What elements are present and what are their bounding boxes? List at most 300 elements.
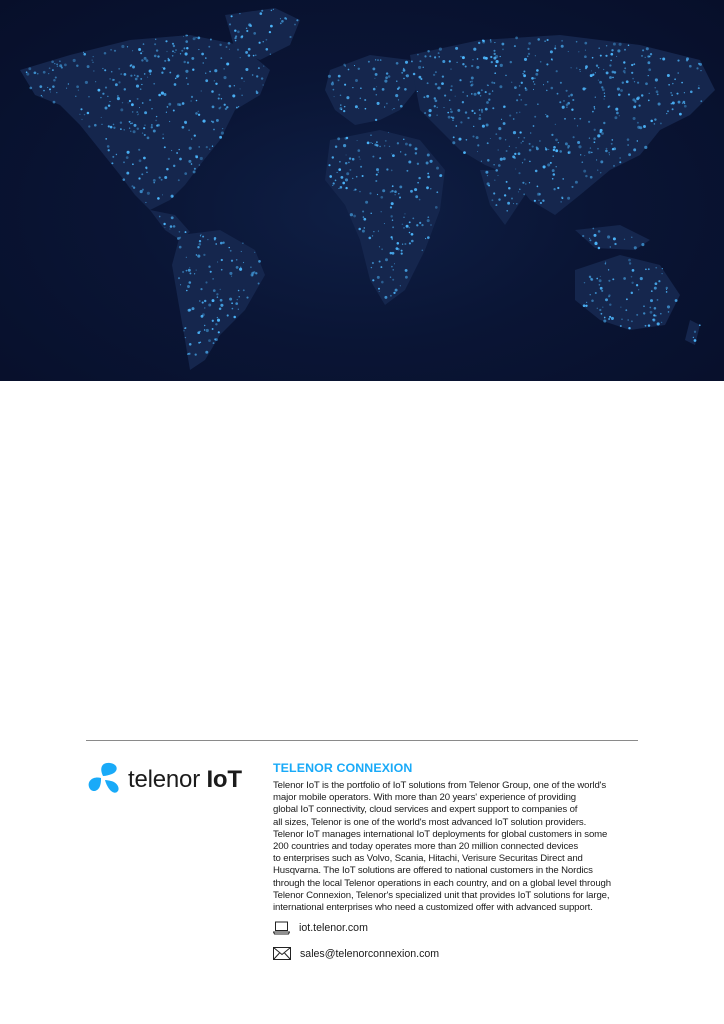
city-light [372,143,373,144]
city-light [192,69,194,71]
city-light [585,65,588,68]
description-body [273,780,643,914]
city-light [337,137,340,140]
city-light [162,137,164,139]
city-light [402,244,403,245]
city-light [578,51,579,52]
city-light [481,109,483,111]
city-light [223,76,226,79]
city-light [360,98,362,100]
city-light [133,187,135,189]
city-light [516,112,518,114]
city-light [172,50,174,52]
city-light [637,140,638,141]
city-light [591,152,593,154]
city-light [628,259,631,262]
city-light [142,102,144,104]
city-light [75,96,76,97]
city-light [138,149,140,151]
city-light [592,228,594,230]
city-light [335,180,337,182]
city-light [519,188,521,190]
city-light [369,192,371,194]
city-light [600,55,602,57]
city-light [114,50,116,52]
city-light [576,41,578,43]
city-light [354,188,356,190]
city-light [515,147,516,148]
city-light [648,268,650,270]
city-light [605,150,608,153]
city-light [108,125,110,127]
city-light [143,127,145,129]
city-light [200,288,202,290]
city-light [597,169,598,170]
city-light [662,58,665,61]
city-light [501,119,502,120]
city-light [64,64,67,67]
city-light [116,154,117,155]
city-light [609,154,610,155]
city-light [142,51,143,52]
city-light [182,102,185,105]
city-light [427,176,430,179]
city-light [551,134,553,136]
city-light [600,287,603,290]
city-light [590,294,591,295]
city-light [113,79,115,81]
city-light [451,85,453,87]
city-light [202,302,204,304]
city-light [144,73,146,75]
city-light [136,111,138,113]
email-link[interactable]: sales@telenorconnexion.com [300,947,440,960]
city-light [120,128,122,130]
city-light [584,282,585,283]
city-light [442,60,445,63]
city-light [594,108,595,109]
city-light [182,271,184,273]
city-light [537,38,540,41]
city-light [599,81,602,84]
city-light [493,192,495,194]
city-light [220,299,223,302]
city-light [426,95,429,98]
city-light [217,317,218,318]
city-light [612,278,614,280]
city-light [198,342,200,344]
city-light [157,55,159,57]
city-light [657,93,659,95]
city-light [631,237,632,238]
city-light [244,81,245,82]
city-light [638,104,640,106]
city-light [165,40,167,42]
city-light [200,234,201,235]
city-light [619,161,621,163]
city-light [76,85,79,88]
city-light [221,259,223,261]
city-light [206,146,208,148]
city-light [373,231,374,232]
city-light [423,67,424,68]
city-light [523,70,525,72]
city-light [399,196,401,198]
city-light [478,117,481,120]
city-light [156,125,158,127]
body-line: Telenor IoT manages international IoT deployments for global customers in some [273,828,608,840]
city-light [208,266,210,268]
city-light [214,237,217,240]
city-light [380,266,382,268]
city-light [546,63,548,65]
city-light [661,273,662,274]
city-light [426,186,429,189]
city-light [648,324,650,326]
city-light [577,125,578,126]
city-light [505,75,507,77]
city-light [212,106,215,109]
city-light [647,55,649,57]
city-light [398,99,399,100]
city-light [218,94,220,96]
city-light [149,99,151,101]
city-light [606,71,609,74]
city-light [491,199,493,201]
city-light [171,150,172,151]
city-light [619,115,620,116]
city-light [590,147,591,148]
city-light [433,74,435,76]
city-light [631,72,633,74]
city-light [670,92,671,93]
city-light [352,87,353,88]
city-light [487,84,488,85]
city-light [529,161,531,163]
city-light [612,148,614,150]
city-light [552,155,553,156]
world-map-image [0,0,724,381]
city-light [623,277,626,280]
city-light [597,148,599,150]
city-light [671,94,673,96]
city-light [346,172,349,175]
city-light [403,69,406,72]
city-light [214,69,217,72]
city-light [462,101,464,103]
city-light [594,129,596,131]
city-light [294,24,296,26]
city-light [550,50,553,53]
city-light [525,87,527,89]
city-light [208,46,210,48]
city-light [224,68,225,69]
city-light [486,101,489,104]
city-light [458,138,461,141]
city-light [677,72,679,74]
city-light [409,227,410,228]
city-light [240,57,241,58]
city-light [567,102,570,105]
city-light [529,149,532,152]
city-light [221,132,224,135]
city-light [613,165,615,167]
city-light [527,55,529,57]
city-light [600,276,601,277]
city-light [362,175,364,177]
city-light [130,123,131,124]
city-light [567,145,570,148]
city-light [352,158,355,161]
city-light [650,120,653,123]
city-light [203,62,204,63]
city-light [354,65,355,66]
city-light [603,69,604,70]
city-light [343,110,345,112]
city-light [136,85,139,88]
city-light [55,76,57,78]
city-light [471,83,473,85]
city-light [477,144,479,146]
city-light [668,311,670,313]
city-light [622,82,624,84]
city-light [438,86,441,89]
city-light [580,154,581,155]
city-light [345,65,346,66]
city-light [215,338,218,341]
city-light [515,37,518,40]
city-light [518,152,521,155]
city-light [436,107,438,109]
city-light [435,71,437,73]
city-light [105,107,108,110]
city-light [359,191,360,192]
city-light [411,60,413,62]
city-light [376,168,379,171]
city-light [375,119,377,121]
city-light [420,78,422,80]
city-light [404,88,407,91]
city-light [557,187,559,189]
city-light [179,246,182,249]
city-light [164,60,166,62]
city-light [637,82,639,84]
city-light [137,98,139,100]
city-light [602,88,605,91]
city-light [605,263,606,264]
city-light [449,60,451,62]
city-light [184,328,185,329]
contact-website[interactable] [273,921,368,935]
city-light [240,267,241,268]
city-light [418,177,420,179]
city-light [374,143,377,146]
city-light [202,313,205,316]
city-light [245,51,248,54]
city-light [352,178,353,179]
city-light [255,55,256,56]
city-light [171,216,174,219]
city-light [535,55,536,56]
city-light [197,255,200,258]
city-light [164,146,166,148]
city-light [140,78,142,80]
city-light [603,122,605,124]
city-light [594,141,596,143]
city-light [199,164,201,166]
city-light [262,84,263,85]
city-light [590,176,593,179]
city-light [372,279,374,281]
city-light [597,134,600,137]
city-light [388,132,389,133]
city-light [571,109,573,111]
city-light [161,92,164,95]
city-light [391,238,392,239]
body-line: Telenor IoT is the portfolio of IoT solutions from Telenor Group, one of the world's [273,780,607,791]
city-light [97,89,100,92]
city-light [246,297,248,299]
city-light [490,56,492,58]
city-light [641,94,643,96]
city-light [518,191,519,192]
city-light [494,179,495,180]
city-light [194,273,195,274]
city-light [595,292,597,294]
city-light [217,319,220,322]
city-light [546,115,548,117]
city-light [509,115,511,117]
city-light [436,167,439,170]
city-light [599,309,601,311]
city-light [173,109,175,111]
city-light [604,317,606,319]
city-light [355,79,358,82]
body-line: international enterprises who need a customized offer with advanced support. [273,902,593,914]
city-light [164,93,167,96]
city-light [514,86,517,89]
city-light [386,168,388,170]
city-light [215,243,217,245]
city-light [624,67,626,69]
city-light [405,154,407,156]
city-light [415,152,417,154]
city-light [155,39,156,40]
city-light [462,56,465,59]
city-light [505,139,506,140]
city-light [220,289,221,290]
city-light [425,238,426,239]
city-light [559,101,561,103]
city-light [196,100,198,102]
city-light [409,232,411,234]
body-line: 200 countries and today operates more than 20 million connected devices [273,841,579,853]
city-light [533,125,535,127]
city-light [144,134,146,136]
city-light [191,139,192,140]
city-light [172,55,174,57]
city-light [650,299,653,302]
city-light [645,82,648,85]
city-light [584,155,585,156]
city-light [348,69,350,71]
city-light [633,117,636,120]
city-light [151,108,152,109]
city-light [438,52,440,54]
city-light [137,114,138,115]
city-light [641,243,644,246]
city-light [441,82,444,85]
city-light [629,262,631,264]
city-light [557,93,559,95]
city-light [199,331,200,332]
city-light [601,86,603,88]
city-light [226,46,228,48]
city-light [478,42,480,44]
city-light [534,83,536,85]
city-light [418,76,421,79]
city-light [471,93,473,95]
city-light [48,73,49,74]
city-light [698,85,699,86]
city-light [645,325,647,327]
city-light [647,61,650,64]
logo-word-bold: IoT [206,766,242,793]
city-light [503,105,506,108]
city-light [391,202,394,205]
city-light [212,145,213,146]
contact-email[interactable] [273,947,439,960]
city-light [105,138,107,140]
city-light [447,112,449,114]
city-light [163,134,164,135]
city-light [141,84,142,85]
city-light [208,339,211,342]
city-light [693,337,694,338]
city-light [92,62,93,63]
city-light [129,100,131,102]
city-light [477,58,479,60]
city-light [271,10,273,12]
city-light [87,65,90,68]
city-light [563,100,565,102]
city-light [392,226,394,228]
city-light [590,278,592,280]
city-light [109,78,111,80]
city-light [548,149,549,150]
city-light [84,114,85,115]
website-link[interactable]: iot.telenor.com [299,922,368,934]
city-light [620,89,623,92]
city-light [450,89,452,91]
city-light [175,49,177,51]
telenor-propeller-icon [86,762,122,798]
city-light [100,97,101,98]
city-light [138,113,139,114]
city-light [467,117,469,119]
city-light [515,169,516,170]
city-light [144,125,145,126]
city-light [266,39,268,41]
city-light [487,159,490,162]
city-light [404,243,406,245]
city-light [411,233,414,236]
city-light [414,188,417,191]
city-light [199,240,201,242]
city-light [472,135,474,137]
city-light [570,67,571,68]
body-line: Telenor Connexion, Telenor's specialized unit that provides IoT solutions for large, [273,889,610,901]
